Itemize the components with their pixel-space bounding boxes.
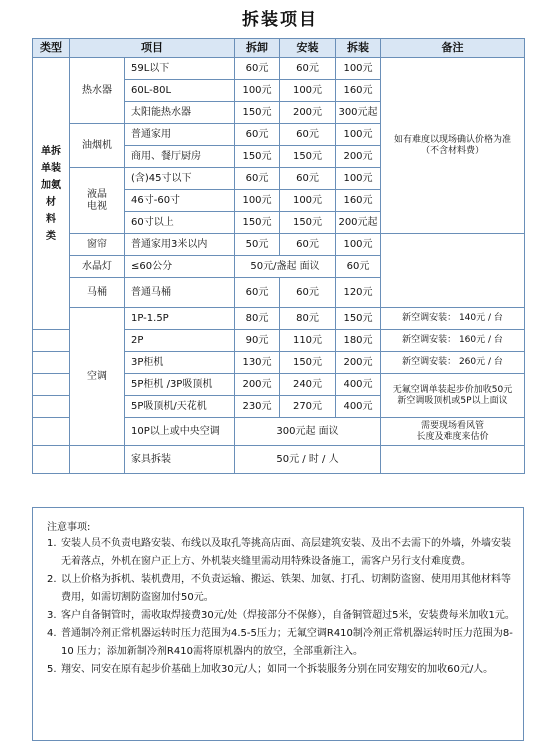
item-name: 2P <box>125 330 235 352</box>
category-heater: 热水器 <box>70 58 125 124</box>
price-both: 60元 <box>336 256 381 278</box>
price-install: 60元 <box>280 124 336 146</box>
price-remove: 50元 <box>235 234 280 256</box>
price-install: 100元 <box>280 80 336 102</box>
price-remove: 150元 <box>235 146 280 168</box>
category-curtain: 窗帘 <box>70 234 125 256</box>
price-remove: 100元 <box>235 80 280 102</box>
item-name: 5P柜机 /3P吸顶机 <box>125 374 235 396</box>
price-furniture: 50元 / 时 / 人 <box>235 446 381 474</box>
category-toilet: 马桶 <box>70 278 125 308</box>
price-both: 100元 <box>336 168 381 190</box>
list-item: 2. 以上价格为拆机、装机费用，不负责运输、搬运、铁架、加氨、打孔、切割防盗窗、使用用其他材料等费用，如需切割防盗窗加付50元。 <box>47 574 511 603</box>
list-item: 5. 翔安、同安在原有起步价基础上加收30元/人；如同一个拆装服务分别在同安翔安的加收60元/人。 <box>47 664 494 675</box>
table-row <box>33 308 525 330</box>
price-both: 160元 <box>336 80 381 102</box>
price-install: 270元 <box>280 396 336 418</box>
price-install: 200元 <box>280 102 336 124</box>
table-row <box>33 446 525 474</box>
category-crystal: 水晶灯 <box>70 256 125 278</box>
note-side: 如有难度以现场确认价格为准 （不含材料费） <box>381 58 525 234</box>
item-name: 太阳能热水器 <box>125 102 235 124</box>
price-remove: 200元 <box>235 374 280 396</box>
header-item: 项目 <box>70 39 235 58</box>
price-remove: 80元 <box>235 308 280 330</box>
price-both: 300元起 <box>336 102 381 124</box>
header-both: 拆装 <box>336 39 381 58</box>
price-install: 60元 <box>280 58 336 80</box>
price-central: 300元起 面议 <box>235 418 381 446</box>
price-remove: 130元 <box>235 352 280 374</box>
item-name: ≤60公分 <box>125 256 235 278</box>
price-install: 100元 <box>280 190 336 212</box>
item-name: 普通家用 <box>125 124 235 146</box>
price-both: 100元 <box>336 58 381 80</box>
price-install: 240元 <box>280 374 336 396</box>
table-row <box>33 58 525 80</box>
header-note: 备注 <box>381 39 525 58</box>
item-name: 59L以下 <box>125 58 235 80</box>
header-install: 安装 <box>280 39 336 58</box>
price-both: 180元 <box>336 330 381 352</box>
price-both: 200元 <box>336 352 381 374</box>
notes-list <box>47 535 517 679</box>
price-both: 200元 <box>336 146 381 168</box>
price-remove: 100元 <box>235 190 280 212</box>
note-central: 需要现场看风管 长度及难度来估价 <box>381 418 525 446</box>
table-row <box>33 234 525 256</box>
page-title: 拆装项目 <box>242 10 318 30</box>
item-name: 家具拆装 <box>125 446 235 474</box>
price-install: 150元 <box>280 352 336 374</box>
item-name: 60L-80L <box>125 80 235 102</box>
item-name: 46寸-60寸 <box>125 190 235 212</box>
category-hood: 油烟机 <box>70 124 125 168</box>
price-install: 60元 <box>280 168 336 190</box>
price-both: 100元 <box>336 124 381 146</box>
price-both: 400元 <box>336 374 381 396</box>
price-remove: 150元 <box>235 102 280 124</box>
item-name: 3P柜机 <box>125 352 235 374</box>
item-name: 60寸以上 <box>125 212 235 234</box>
item-name: 5P吸顶机/天花机 <box>125 396 235 418</box>
category-ac: 空调 <box>70 308 125 446</box>
price-install: 110元 <box>280 330 336 352</box>
item-name: 普通家用3米以内 <box>125 234 235 256</box>
list-item: 3. 客户自备铜管时，需收取焊接费30元/处（焊接部分不保修），自备铜管超过5米，安装费每米加收1元。 <box>47 610 515 621</box>
note-ac-special: 无氟空调单装起步价加收50元 新空调吸顶机或5P以上面议 <box>381 374 525 418</box>
price-install: 150元 <box>280 212 336 234</box>
price-both: 100元 <box>336 234 381 256</box>
price-both: 200元起 <box>336 212 381 234</box>
item-name: 10P以上或中央空调 <box>125 418 235 446</box>
item-name: 普通马桶 <box>125 278 235 308</box>
price-remove: 60元 <box>235 168 280 190</box>
category-tv: 液晶 电视 <box>70 168 125 234</box>
price-both: 120元 <box>336 278 381 308</box>
price-remove: 60元 <box>235 278 280 308</box>
price-both: 150元 <box>336 308 381 330</box>
price-remove: 90元 <box>235 330 280 352</box>
price-install: 150元 <box>280 146 336 168</box>
price-both: 400元 <box>336 396 381 418</box>
notes-box <box>32 507 524 741</box>
price-install: 60元 <box>280 278 336 308</box>
note-empty <box>381 234 525 308</box>
price-table <box>32 38 525 474</box>
item-name: (含)45寸以下 <box>125 168 235 190</box>
price-remove-install: 50元/盏起 面议 <box>235 256 336 278</box>
price-remove: 60元 <box>235 58 280 80</box>
header-type: 类型 <box>33 39 70 58</box>
note-ac: 新空调安装： 140元 / 台 <box>381 308 525 330</box>
notes-heading: 注意事项: <box>47 522 91 533</box>
price-remove: 230元 <box>235 396 280 418</box>
item-name: 商用、餐厅厨房 <box>125 146 235 168</box>
table-header-row <box>33 39 525 58</box>
price-both: 160元 <box>336 190 381 212</box>
price-remove: 150元 <box>235 212 280 234</box>
price-remove: 60元 <box>235 124 280 146</box>
note-ac: 新空调安装： 160元 / 台 <box>381 330 525 352</box>
price-install: 60元 <box>280 234 336 256</box>
header-remove: 拆卸 <box>235 39 280 58</box>
list-item: 1. 安装人员不负责电路安装、布线以及取孔等挑高店面、高层建筑安装、及出不去需下的外墙，外墙安装无着落点，外机在窗户正上方、外机装夹缝里需动用特殊设备施工，需客户另行支付难度费。 <box>47 538 511 567</box>
note-ac: 新空调安装： 260元 / 台 <box>381 352 525 374</box>
item-name: 1P-1.5P <box>125 308 235 330</box>
list-item: 4. 普通制冷剂正常机器运转时压力范围为4.5-5压力；无氟空调R410制冷剂正常机器运转时压力范围为8-10 压力；添加新制冷剂R410需将原机器内的放空，全部重新注入。 <box>47 628 513 657</box>
type-cell: 单拆 单装 加氨 材 料 类 <box>33 58 70 330</box>
price-install: 80元 <box>280 308 336 330</box>
